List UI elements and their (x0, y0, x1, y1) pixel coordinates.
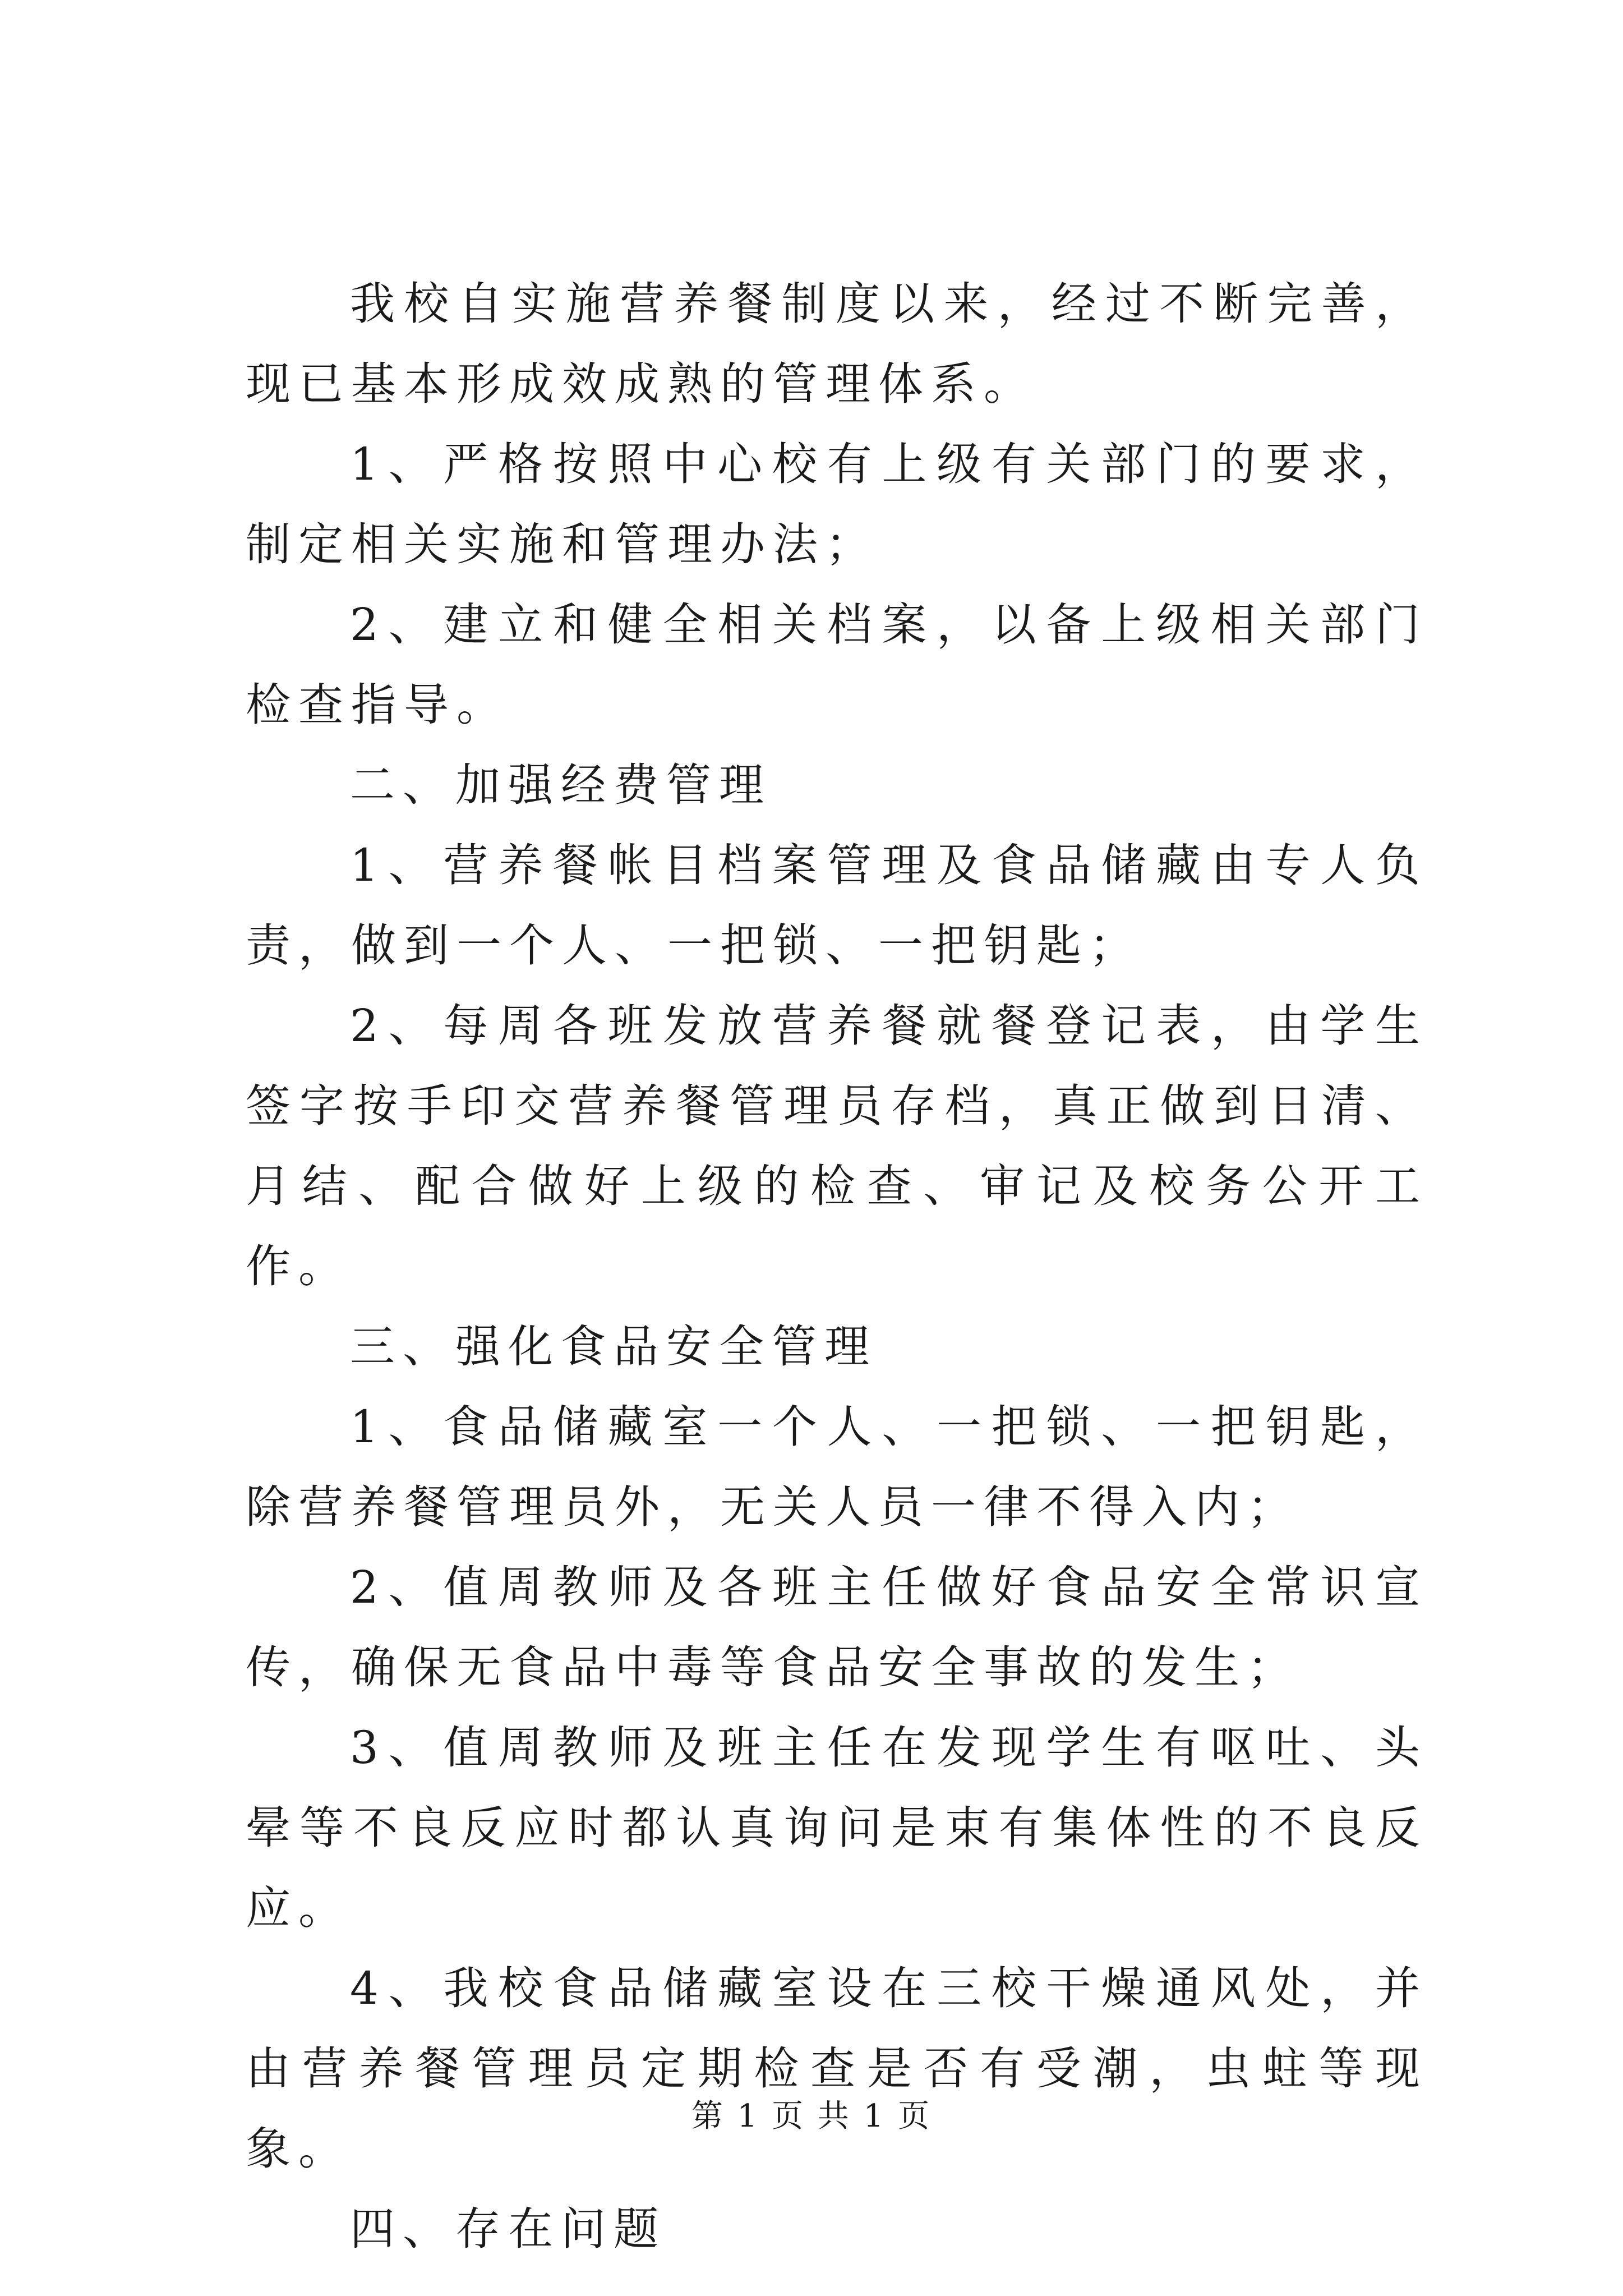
section-heading-3: 三、强化食品安全管理 (350, 1320, 877, 1373)
section-heading-4: 四、存在问题 (350, 2203, 666, 2255)
page-footer: 第 1 页 共 1 页 (691, 2098, 932, 2134)
paragraph-safety-2: 2、值周教师及各班主任做好食品安全常识宣传，确保无食品中毒等食品安全事故的发生； (246, 1561, 1428, 1694)
document-body (246, 264, 1428, 2269)
section-heading-2: 二、加强经费管理 (350, 759, 772, 811)
paragraph-item-1: 1、严格按照中心校有上级有关部门的要求，制定相关实施和管理办法； (246, 438, 1428, 570)
paragraph-safety-1: 1、食品储藏室一个人、一把锁、一把钥匙，除营养餐管理员外，无关人员一律不得入内； (246, 1401, 1428, 1533)
paragraph-funding-1: 1、营养餐帐目档案管理及食品储藏由专人负责，做到一个人、一把锁、一把钥匙； (246, 839, 1428, 972)
paragraph-safety-3: 3、值周教师及班主任在发现学生有呕吐、头晕等不良反应时都认真询问是束有集体性的不良反应。 (246, 1722, 1428, 1934)
paragraph-safety-4: 4、我校食品储藏室设在三校干燥通风处，并由营养餐管理员定期检查是否有受潮，虫蛀等现象。 (246, 1962, 1428, 2175)
paragraph-funding-2: 2、每周各班发放营养餐就餐登记表，由学生签字按手印交营养餐管理员存档，真正做到日清、月结、配合做好上级的检查、审记及校务公开工作。 (246, 1000, 1428, 1292)
paragraph-intro: 我校自实施营养餐制度以来，经过不断完善，现已基本形成效成熟的管理体系。 (246, 278, 1428, 410)
paragraph-item-2: 2、建立和健全相关档案，以备上级相关部门检查指导。 (246, 599, 1428, 731)
